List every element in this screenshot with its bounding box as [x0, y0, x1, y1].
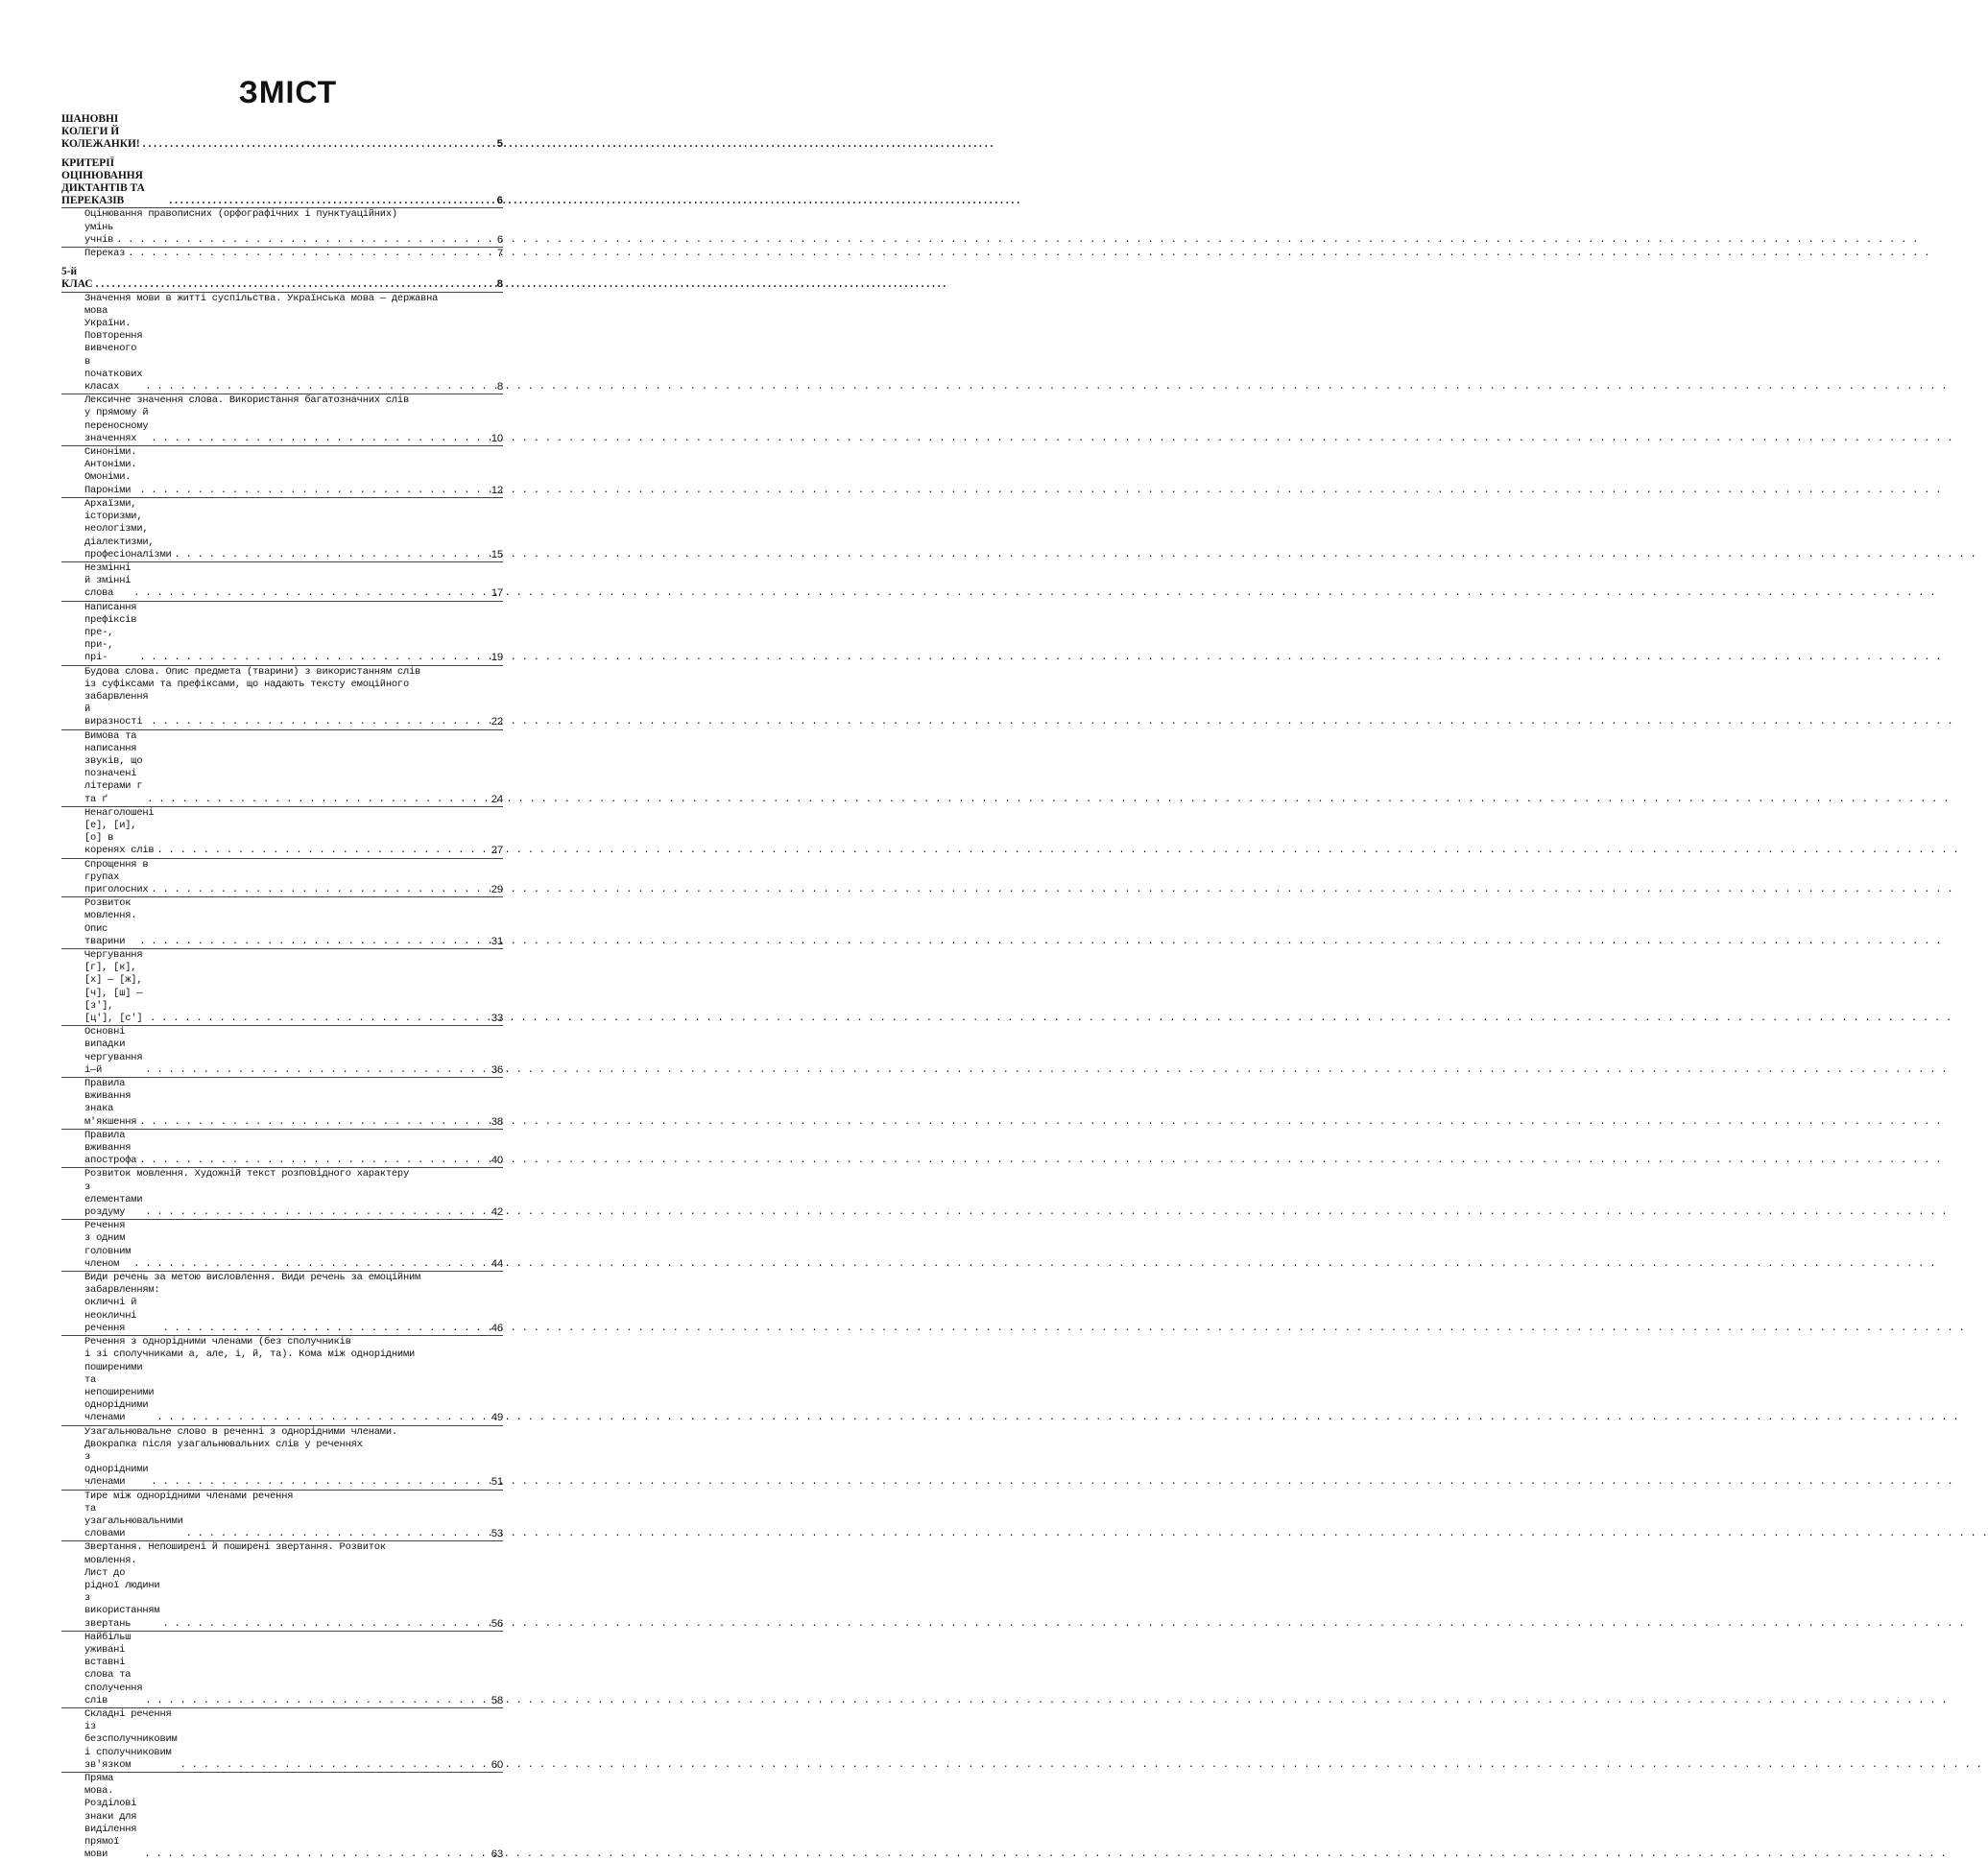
toc-entry[interactable]	[61, 1284, 503, 1335]
leader-dots	[151, 433, 479, 445]
leader-dots	[145, 1206, 479, 1219]
toc-entry-text: Розвиток мовлення. Художній текст розповідного характеру	[84, 1168, 409, 1181]
toc-entry-text: Чергування [г], [к], [х] — [ж], [ч], [ш] — [з'], [ц'], [с']	[84, 949, 143, 1025]
toc-entry-page: 36	[491, 1063, 503, 1076]
toc-entry-text: з однорідними членами	[84, 1450, 149, 1489]
toc-entry-text: Найбільш уживані вставні слова та сполучення слів	[84, 1631, 143, 1706]
toc-entry[interactable]	[61, 1707, 503, 1772]
leader-dots	[180, 1759, 479, 1772]
toc-entry-text: забарвлення й виразності	[84, 690, 149, 728]
leader-dots	[116, 234, 479, 247]
leader-dots	[151, 1476, 479, 1489]
toc-entry-text: Оцінювання правописних (орфографічних і пунктуаційних)	[84, 208, 397, 221]
leader-dots	[145, 381, 479, 394]
toc-entry[interactable]	[61, 1219, 503, 1271]
toc-entry-text: мовлення. Лист до рідної людини з використанням звертань	[84, 1554, 160, 1630]
toc-entry-page: 6	[496, 195, 503, 207]
toc-entry-page: 8	[496, 278, 503, 291]
toc-entry[interactable]	[61, 305, 503, 394]
toc-entry-text: Синоніми. Антоніми. Омоніми. Пароніми	[84, 446, 137, 496]
toc-entry-text: Тире між однорідними членами речення	[84, 1490, 294, 1502]
toc-entry-text: Вимова та написання звуків, що позначені літерами г та ґ	[84, 729, 143, 805]
leader-dots	[147, 794, 479, 806]
toc-entry[interactable]	[61, 1167, 503, 1181]
toc-entry-text: з елементами роздуму	[84, 1181, 143, 1219]
leader-dots	[186, 1528, 479, 1540]
leader-dots	[139, 936, 479, 948]
toc-entry-page: 31	[491, 935, 503, 947]
leader-dots	[156, 1412, 479, 1424]
leader-dots	[139, 1116, 479, 1129]
toc-entry-text: Двокрапка після узагальнювальних слів у реченнях	[84, 1438, 363, 1450]
toc-entry[interactable]	[61, 207, 503, 221]
toc-entry-text: Речення з однорідними членами (без сполучників	[84, 1336, 351, 1348]
leader-dots	[175, 549, 479, 561]
toc-entry-page: 38	[491, 1115, 503, 1128]
toc-entry[interactable]	[61, 292, 503, 305]
toc-entry[interactable]	[61, 157, 503, 208]
toc-entry-page: 46	[491, 1322, 503, 1334]
toc-entry-text: ШАНОВНІ КОЛЕГИ Й КОЛЕЖАНКИ!	[61, 113, 140, 151]
toc-entry[interactable]	[61, 1362, 503, 1425]
toc-entry-page: 49	[491, 1412, 503, 1424]
toc-entry-page: 12	[491, 484, 503, 496]
toc-entry[interactable]	[61, 1503, 503, 1541]
toc-entry[interactable]	[61, 679, 503, 691]
toc-entry[interactable]	[61, 497, 503, 561]
leader-dots	[151, 884, 479, 896]
leader-dots	[162, 1618, 479, 1631]
toc-entry-text: Звертання. Непоширені й поширені звертання. Розвиток	[84, 1541, 386, 1554]
toc-entry-text: Спрощення в групах приголосних	[84, 858, 149, 895]
toc-entry-text: Речення з одним головним членом	[84, 1220, 132, 1270]
toc-entry-text: Складні речення із безсполучниковим і сполучниковим зв'язком	[84, 1707, 178, 1771]
toc-entry-text: 5-й КЛАС	[61, 266, 93, 291]
leader-dots	[169, 195, 479, 207]
toc-entry-text: у прямому й переносному значеннях	[84, 407, 149, 444]
toc-entry-text: Написання префіксів пре-, при-, прі-	[84, 601, 137, 664]
toc-entry[interactable]	[61, 806, 503, 858]
leader-dots	[144, 1849, 479, 1861]
toc-entry[interactable]	[61, 247, 503, 260]
toc-entry-text: із суфіксами та префіксами, що надають тексту емоційного	[84, 678, 409, 690]
toc-entry-page: 63	[491, 1849, 503, 1861]
toc-entry[interactable]	[61, 1271, 503, 1284]
toc-entry[interactable]	[61, 1425, 503, 1439]
toc-entry[interactable]	[61, 1540, 503, 1554]
toc-entry[interactable]	[61, 691, 503, 729]
toc-entry-text: Пряма мова. Розділові знаки для виділення прямої мови	[84, 1773, 137, 1861]
toc-entry[interactable]	[61, 1129, 503, 1168]
toc-entry[interactable]	[61, 1772, 503, 1861]
toc-entry-page: 27	[491, 845, 503, 857]
toc-entry[interactable]	[61, 665, 503, 679]
toc-entry-page: 6	[496, 233, 503, 246]
toc-entry-text: і зі сполучниками а, але, і, й, та). Кома між однорідними	[84, 1348, 416, 1361]
toc-entry[interactable]	[61, 1348, 503, 1361]
toc-entry-page: 10	[491, 432, 503, 444]
toc-entry[interactable]	[61, 1631, 503, 1707]
toc-entry-text: Лексичне значення слова. Використання багатозначних слів	[84, 394, 409, 407]
toc-entry[interactable]	[61, 561, 503, 601]
toc-entry-text: та узагальнювальними словами	[84, 1502, 183, 1540]
leader-dots	[143, 138, 479, 151]
toc-entry[interactable]	[61, 948, 503, 1025]
leader-dots	[139, 1155, 479, 1167]
toc-entry-text: Ненаголошені [е], [и], [о] в коренях слів	[84, 806, 155, 857]
toc-entry[interactable]	[61, 1490, 503, 1503]
toc-entry[interactable]	[61, 1077, 503, 1129]
toc-entry[interactable]	[61, 407, 503, 445]
toc-entry-page: 17	[491, 587, 503, 600]
toc-entry-page: 40	[491, 1155, 503, 1167]
toc-entry-page: 8	[496, 381, 503, 394]
toc-entry-page: 22	[491, 716, 503, 728]
toc-entry[interactable]	[61, 445, 503, 497]
toc-entry-text: Правила вживання знака м'якшення	[84, 1078, 137, 1128]
toc-entry-page: 24	[491, 793, 503, 805]
toc-entry-text: забарвленням: окличні й неокличні речення	[84, 1284, 160, 1334]
toc-entry-text: поширеними та непоширеними однорідними членами	[84, 1361, 155, 1424]
toc-entry-text: Незмінні й змінні слова	[84, 561, 132, 600]
toc-entry-text: Види речень за метою висловлення. Види речень за емоційним	[84, 1272, 421, 1284]
toc-entry-text: КРИТЕРІЇ ОЦІНЮВАННЯ ДИКТАНТІВ ТА ПЕРЕКАЗІВ	[61, 156, 145, 207]
toc-entry[interactable]	[61, 1439, 503, 1451]
page-title: ЗМІСТ	[238, 75, 338, 109]
leader-dots	[128, 248, 479, 260]
leader-dots	[139, 485, 479, 497]
toc-entry-page: 60	[491, 1758, 503, 1771]
toc-entry[interactable]	[61, 1451, 503, 1490]
toc-entry[interactable]	[61, 394, 503, 407]
toc-entry-page: 15	[491, 548, 503, 561]
toc-entry[interactable]	[61, 729, 503, 806]
leader-dots	[133, 1258, 479, 1271]
leader-dots	[162, 1323, 479, 1335]
table-of-contents	[61, 113, 503, 1861]
leader-dots	[150, 1013, 479, 1025]
toc-entry-text: Будова слова. Опис предмета (тварини) з використанням слів	[84, 665, 421, 678]
toc-entry-page: 42	[491, 1206, 503, 1219]
toc-entry-text: Основні випадки чергування і—й	[84, 1026, 143, 1076]
toc-entry[interactable]	[61, 1025, 503, 1077]
toc-entry-text: мова України. Повторення вивченого в початкових класах	[84, 304, 143, 394]
toc-entry-page: 33	[491, 1013, 503, 1025]
leader-dots	[139, 652, 479, 664]
toc-entry[interactable]	[61, 222, 503, 247]
toc-entry-text: Переказ	[84, 248, 126, 260]
toc-entry-text: Узагальнювальне слово в реченні з однорідними членами.	[84, 1425, 397, 1438]
toc-entry-page: 5	[496, 138, 503, 151]
toc-entry[interactable]	[61, 1555, 503, 1631]
leader-dots	[151, 716, 479, 728]
toc-entry[interactable]	[61, 113, 503, 152]
toc-entry-page: 53	[491, 1528, 503, 1540]
toc-entry[interactable]	[61, 858, 503, 897]
toc-entry-page: 7	[496, 248, 503, 260]
toc-entry[interactable]	[61, 1335, 503, 1348]
toc-entry-page: 44	[491, 1257, 503, 1270]
toc-entry[interactable]	[61, 1181, 503, 1220]
toc-entry-text: Правила вживання апострофа	[84, 1129, 137, 1167]
leader-dots	[133, 587, 479, 600]
leader-dots	[156, 845, 479, 857]
toc-entry-page: 51	[491, 1476, 503, 1489]
toc-entry-text: умінь учнів	[84, 221, 114, 246]
toc-entry-text: Розвиток мовлення. Опис тварини	[84, 897, 137, 947]
toc-entry-page: 29	[491, 883, 503, 895]
toc-entry-page: 19	[491, 652, 503, 664]
leader-dots	[145, 1695, 479, 1707]
toc-entry-text: Значення мови в житті суспільства. Українська мова — державна	[84, 292, 439, 304]
toc-entry-text: Архаїзми, історизми, неологізми, діалектизми, професіоналізми	[84, 497, 172, 561]
toc-entry-page: 58	[491, 1694, 503, 1706]
toc-entry[interactable]	[61, 896, 503, 948]
leader-dots	[145, 1064, 479, 1077]
toc-entry[interactable]	[61, 266, 503, 291]
toc-entry[interactable]	[61, 601, 503, 665]
leader-dots	[96, 278, 479, 291]
toc-entry-page: 56	[491, 1617, 503, 1630]
